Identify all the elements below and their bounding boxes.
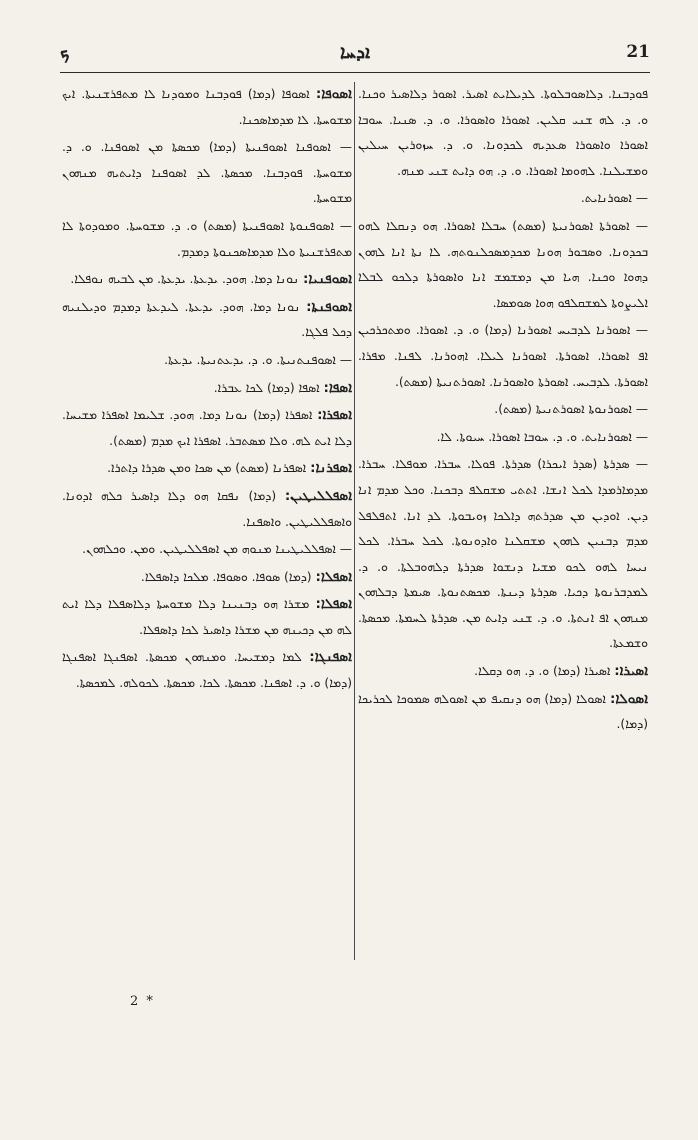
dictionary-entry	[358, 425, 648, 451]
signature-mark: 2 *	[130, 994, 155, 1009]
dictionary-entry	[62, 82, 352, 133]
entry-text: (ܕܡܐ) ܢܦܩܐ ܗܘ ܕܠܐ ܕܐܣܝܪ ܟܠܗ ܐܕܘܢܐ. ܘܐܣܦܠܠܝܛܝܢ. ܘܐܣܦܢܐ.	[62, 488, 352, 529]
dictionary-entry	[62, 645, 352, 696]
entry-text: — ܐܣܘܦܢܐ ܐܣܘܦܢܝܬܐ (ܕܡܐ) ܡܟܣܬܐ ܡܢ ܐܣܘܦܢܐ. ܘ. ܕ. ܡܫܘܚܬܐ. ܦܘܕܒܢܐ. ܡܟܣܬܐ. ܠܕ ܐܣܘܦܢܐ ܕܐܝܬܝܗ ܡܢܗܘܢ ܡܫܘܚܬܐ.	[62, 140, 352, 206]
left-column	[62, 82, 352, 960]
entry-headword: ܐܣܘܦܐ:	[315, 86, 352, 102]
entry-text: — ܐܣܘܪܢܐܝܬ. ܘ. ܕ. ܚܘܒܐ ܐܣܘܪܐ. ܚܝܘܬܐ. ܠܐ.	[436, 429, 648, 444]
entry-text: — ܣܕܪܬܐ (ܣܕܪ ܐܝܟܪܐ) ܣܕܪܬܐ. ܦܘܠܐ. ܚܒܪܐ. ܡܘܦܠܐ. ܚܒܪܐ. ܡܕܡܐܪܡܕܐ ܠܟܠ ܐܢܫܐ. ܐܬܬܝ ܡܫܩܠܦ ܕܒܟܢܐ. ܘܟܠ ܡܕܡ ܐܢܐ ܕܝܢ. ܐܘܕܝܢ ܡܢ ܣܕܪܬܗ ܕܐܠܟܐ ܙܘܝܒܘܬܐ. ܠܕ ܐܢܐ. ܐܬܦܠܦܠ ܡܕܡ ܕܒܢܝܢ ܠܗܘܢ ܡܫܩܠܢܐ ܘܐܕܘܢܘܬܐ. ܠܟܠ ܚܒܪܐ. ܠܟܠ ܢܝܚܐ ܠܗܘ ܠܟܘ ܡܫܝܐ ܕܢܫܘܐ ܣܕܪܬܐ ܕܠܗܘܒܠܬܐ. ܘ. ܕ. ܠܡܕܒܪܢܘܬܐ ܕܟܝܐ. ܣܕܪܬܐ ܕܝܢܬܐ. ܡܟܣܬܢܘܬܐ. ܣܝܡܬܐ ܕܒܠܗܘܢ ܡܢܗܘܢ ܐܦ ܐܢܬܬܐ. ܘ. ܕ. ܫܢܝ ܕܐܝܬ ܡܢ. ܣܕܪܬܐ ܠܚܡܬܐ. ܡܟܣܬܐ. ܘܫܡܥܬܐ.	[358, 457, 648, 651]
dictionary-entry	[62, 348, 352, 374]
dictionary-entry	[62, 537, 352, 563]
dictionary-entry	[358, 687, 648, 738]
entry-text: — ܐܣܘܪܢܐ ܠܕܒܝܚ ܐܣܘܪܢܐ (ܕܡܐ) ܘ. ܕ. ܐܣܘܪܐ. ܘܡܬܟܪܟܝܢ ܐܦ ܐܣܘܪܐ. ܐܣܘܪܬܐ. ܐܣܘܪܢܐ ܠܝܠܐ. ܐܗܘܪܢܐ. ܠܦܢܐ. ܡܦܪܐ. ܐܣܘܪܬܐ. ܠܕܒܝܚ. ܐܣܘܪܬܐ ܘܐܣܘܪܢܐ. ܐܣܘܪܬܢܝܬܐ (ܡܣܬ).	[358, 323, 648, 389]
dictionary-entry	[358, 659, 648, 685]
entry-text: ܡܫܪܐ ܗܘ ܕܒܢܝܢܐ ܕܠܐ ܡܫܘܚܬܐ ܕܠܐܣܦܠܐ ܕܠܐ ܐܝܬ ܠܗ ܡܢ ܕܟܝܢܗ ܡܢ ܡܫܪܐ ܕܐܣܝܪ ܠܟܐ ܕܐܣܦܠܐ.	[62, 597, 352, 637]
entry-text: ܐܣܦܐ (ܕܡܐ) ܠܟܐ ܥܒܪܐ.	[213, 380, 320, 395]
entry-text: ܐܣܦܪܐ (ܕܡܐ) ܢܘܢܐ ܕܡܐ. ܗܘܕ. ܫܠܝܡܐ ܐܣܦܪܐ ܡܫܝܚܐ. ܕܠܐ ܐܝܬ ܠܗ. ܘܠܐ ܡܣܬܒܪ. ܐܣܦܪܐ ܐܝܟ ܡܕܡ (ܡܣܬ).	[62, 408, 352, 448]
dictionary-entry	[62, 135, 352, 212]
entry-text: ܢܘܢܐ ܕܡܐ. ܗܘܕ. ܝܕܥܬܐ. ܝܕܥܬܐ. ܡܢ ܠܒܝܗ ܢܘܦܠܐ.	[70, 272, 300, 287]
entry-text: ܦܘܕܒܢܐ. ܕܠܐܣܘܒܠܘܬܐ. ܠܕܝܠܐܝܬ ܐܣܝܪ. ܐܣܘܪ ܕܠܐܣܝܪ ܘܟܢܐ. ܘ. ܕ. ܠܗ ܫܢܝ ܩܠܝܢ. ܐܣܘܪܐ ܘܐܣܘܪܐ. ܘ. ܕ. ܣܢܝܐ. ܚܘܒܐ ܐܣܘܪܐ ܘܐܣܘܪܐ ܣܥܕܝܗ ܠܟܕܘܢܐ. ܘ. ܕ. ܚܙܘܪܝܢ ܚܝܠܝܢ ܘܡܫܝܠܢܐ. ܠܗܘܡܐ ܐܣܘܪܐ. ܘ. ܕ. ܗܘ ܕܐܝܬ ܫܢܝ ܡܢܗ.	[358, 87, 648, 178]
entry-text: (ܕܡܐ) ܣܘܦܐ. ܘܣܘܦܐ. ܡܠܟܐ ܕܐܣܦܠܐ.	[140, 569, 312, 584]
entry-text: ܐܣܝܪܐ (ܕܡܐ) ܘ. ܕ. ܗܘ ܕܩܠܐ.	[474, 664, 611, 679]
dictionary-entry	[62, 592, 352, 643]
dictionary-entry	[358, 452, 648, 657]
entry-headword: ܐܣܘܠܐ:	[610, 690, 648, 707]
entry-text: ܢܘܢܐ ܕܡܐ. ܗܘܕ. ܝܕܥܬܐ. ܠܝܕܥܬܐ ܕܡܕܡ ܘܕܝܠܢܝܗ ܕܟܠ ܦܠܓܐ.	[62, 299, 352, 340]
entry-headword: ܐܣܝܪܐ:	[614, 663, 648, 680]
entry-headword: ܐܣܦܢܓܐ:	[309, 649, 352, 666]
dictionary-entry	[62, 484, 352, 535]
folio-letter: ܟ	[60, 42, 70, 63]
entry-headword: ܐܣܦܠܐ:	[315, 596, 352, 613]
dictionary-entry	[62, 565, 352, 591]
entry-text: ܐܣܘܦܐ (ܕܡܐ) ܦܘܕܒܢܐ ܘܡܘܕܢܐ ܠܐ ܡܬܦܪܫܢܝܬܐ. ܐܝܟ ܡܫܘܚܬܐ. ܠܐ ܡܕܡܐܣܟܢܐ.	[62, 87, 352, 127]
entry-text: — ܐܣܘܪܬܐ ܐܣܘܪܢܝܬܐ (ܡܣܬ) ܚܒܠܐ ܐܣܘܪܐ. ܗܘ ܕܢܩܠܐ ܠܗܘ ܒܟܕܘܢܐ. ܘܣܒܘܪ ܗܘܢܐ ܡܟܕܡܣܟܠܢܘܬܗ. ܠܐ ܢܬܐ ܐܢܐ ܠܗܘܢ ܕܗܘܐ ܘܟܢܐ. ܗܝܐ ܡܢ ܕܡܫܡܫ ܐܢܐ ܘܐܣܘܪܬܐ ܕܠܟܘ ܠܒܠܐ ܐܠܝܨܘܬܐ ܠܡܫܩܠܦܘ ܗܘܐ ܣܘܡܣܐ.	[358, 218, 648, 310]
entry-headword: ܐܣܦܪܢܐ:	[310, 460, 352, 477]
right-column	[358, 82, 648, 960]
entry-text: — ܐܣܘܪܢܐܝܬ.	[580, 191, 648, 206]
entry-text: — ܐܣܘܦܢܘܬܐ ܐܣܘܦܢܝܬܐ (ܡܣܬ) ܘ. ܕ. ܡܫܘܚܬܐ. ܘܡܘܕܘܬܐ ܠܐ ܡܬܦܪܫܢܝܬܐ ܘܠܐ ܡܕܡܐܣܟܢܘܬܐ ܕܡܕܡ.	[62, 218, 352, 259]
dictionary-entry	[62, 295, 352, 346]
dictionary-entry	[358, 186, 648, 212]
page-header	[60, 40, 650, 73]
entry-text: — ܐܣܘܪܢܘܬܐ ܐܣܘܪܬܢܝܬܐ (ܡܣܬ).	[494, 402, 648, 417]
dictionary-entry	[358, 397, 648, 423]
entry-text: ܠܡܐ ܕܡܫܝܚܐ. ܘܡܢܗܘܢ ܡܟܣܬܐ. ܐܣܦܢܓܐ ܐܣܦܢܓܐ (ܕܡܐ) ܘ. ܕ. ܐܣܦܢܐ. ܡܟܣܬܐ. ܠܟܐ. ܡܟܣܬܐ. ܠܟܘܠܗ. ܠܡܟܣܬܐ.	[62, 650, 352, 691]
dictionary-entry	[358, 82, 648, 184]
entry-headword: ܐܣܦܪܐ:	[317, 407, 352, 424]
entry-text: — ܐܣܦܠܠܝܛܝܢܐ ܡܢܘܗ ܡܢ ܐܣܦܠܠܝܛܝܢ. ܘܡܢ. ܘܟܠܗܘܢ.	[82, 542, 352, 557]
dictionary-entry	[62, 376, 352, 402]
entry-text: ܐܣܦܪܢܐ (ܡܣܬ) ܡܢ ܣܟܐ ܘܡܢ ܣܕܪܐ ܕܐܬܪܐ.	[107, 461, 307, 476]
running-head: ܐܕܚܐ	[339, 42, 371, 63]
dictionary-entry	[62, 456, 352, 482]
dictionary-entry	[62, 214, 352, 265]
dictionary-entry	[62, 267, 352, 293]
entry-headword: ܐܣܦܠܐ:	[315, 568, 352, 585]
entry-text: ܐܣܘܠܐ (ܕܡܐ) ܗܘ ܕܢܩܝܦ ܡܢ ܐܣܘܠܗ ܣܡܘܟܐ ܠܟܪܝܟܐ (ܕܡܐ).	[358, 691, 648, 732]
dictionary-entry	[358, 318, 648, 395]
page-number: 21	[626, 42, 650, 62]
entry-headword: ܐܣܦܠܠܝܛܝܢ:	[284, 487, 352, 504]
entry-headword: ܐܣܦܐ:	[323, 379, 352, 396]
column-divider	[354, 82, 355, 960]
dictionary-entry	[358, 214, 648, 316]
entry-text: — ܐܣܘܦܢܬܢܝܬܐ. ܘ. ܕ. ܝܕܥܬܢܝܬܐ. ܝܕܥܬܐ.	[164, 352, 352, 367]
dictionary-entry	[62, 403, 352, 454]
entry-headword: ܐܣܘܦܢܝܐ:	[303, 271, 352, 288]
entry-headword: ܐܣܘܦܢܬܐ:	[306, 298, 352, 315]
